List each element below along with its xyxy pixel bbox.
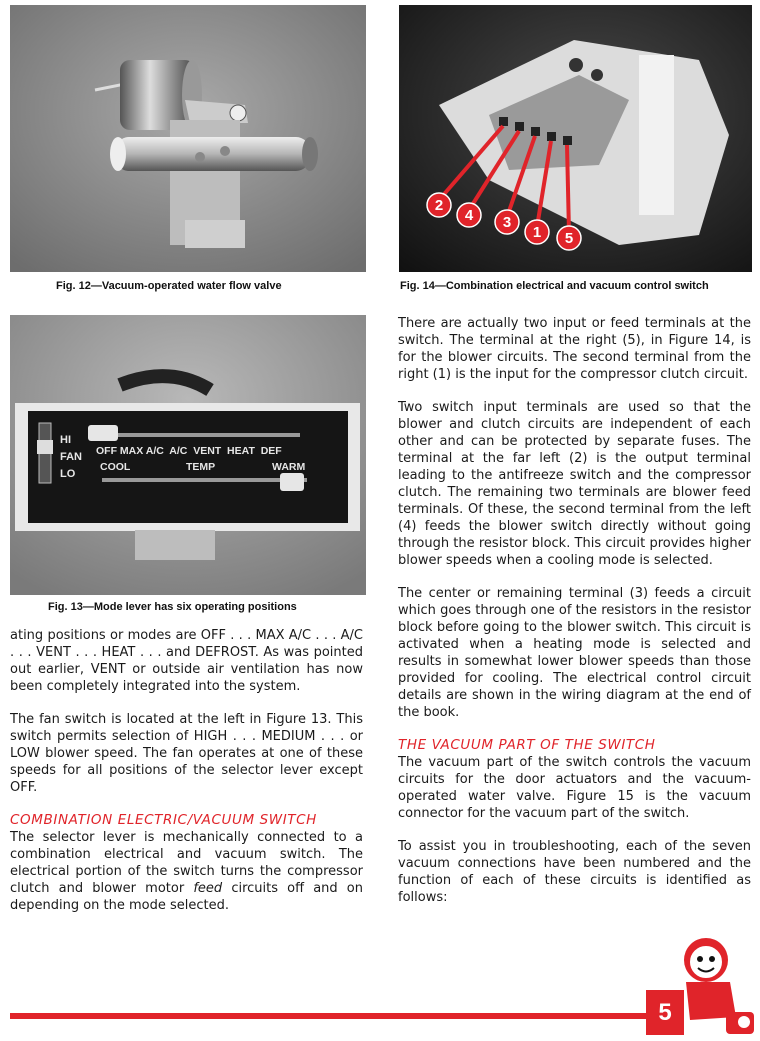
right-column <box>398 315 751 922</box>
panel-label-fan: FAN <box>60 451 82 463</box>
callout-5: 5 <box>564 230 574 247</box>
left-paragraph-2: The fan switch is located at the left in Figure 13. This switch permits selection of HIGH . . . MEDIUM . . . or LOW blower speed. The fan operates at one of these speeds for all positions of the selector lever except OFF. <box>10 712 363 795</box>
callout-4: 4 <box>464 207 474 224</box>
right-paragraph-3: The center or remaining terminal (3) feeds a circuit which goes through one of the resistors in the resistor block before going to the blower switch. This circuit is activated when a heating mode is selected and results in somewhat lower blower speeds than those provided for cooling. The electrical control circuit details are shown in the wiring diagram at the end of the book. <box>398 586 751 720</box>
heading-vacuum-part: THE VACUUM PART OF THE SWITCH <box>398 737 656 753</box>
footer-rule <box>10 1013 646 1019</box>
panel-label-temp: TEMP <box>186 461 216 473</box>
panel-label-cool: COOL <box>100 461 131 473</box>
fig12-caption: Fig. 12—Vacuum-operated water flow valve <box>56 280 282 292</box>
control-switch-illustration <box>399 5 752 272</box>
right-paragraph-1: There are actually two input or feed terminals at the switch. The terminal at the right (5), in Figure 14, is for the blower circuits. The second terminal from the right (1) is the input for the compressor clutch circuit. <box>398 316 751 382</box>
fig14-caption: Fig. 14—Combination electrical and vacuum control switch <box>400 280 709 292</box>
right-paragraph-4: The vacuum part of the switch controls the vacuum circuits for the door actuators and the vacuum-operated water valve. Figure 15 is the vacuum connector for the vacuum part of the switch. <box>398 755 751 821</box>
fig13-caption: Fig. 13—Mode lever has six operating positions <box>48 601 297 613</box>
emphasis-feed: feed <box>193 881 223 896</box>
right-paragraph-5: To assist you in troubleshooting, each of the seven vacuum connections have been numbered and the function of each of these circuits is identified as follows: <box>398 839 751 905</box>
water-valve-illustration <box>10 5 366 272</box>
fig12-photo <box>10 5 366 272</box>
fig14-photo <box>399 5 752 272</box>
right-paragraph-2: Two switch input terminals are used so that the blower and clutch circuits are independent of each other and can be protected by separate fuses. The terminal at the far left (2) is the output terminal leading to the antifreeze switch and the compressor clutch. The remaining two terminals are blower feed terminals. Of these, the second terminal from the left (4) feeds the blower switch directly without going through the resistor block. This circuit provides higher blower speeds when a cooling mode is selected. <box>398 400 751 568</box>
left-paragraph-3: The selector lever is mechanically connected to a combination electrical and vacuum switch. The electrical portion of the switch turns the compressor clutch and blower motor feed circuits off and on depending on the mode selected. <box>10 830 364 913</box>
page-number: 5 <box>646 990 684 1035</box>
heading-combination-switch: COMBINATION ELECTRIC/VACUUM SWITCH <box>10 812 317 828</box>
left-paragraph-1: ating positions or modes are OFF . . . MAX A/C . . . A/C . . . VENT . . . HEAT . . . and DEFROST. As was pointed out earlier, VENT or outside air ventilation has now been completely integrated into the system. <box>10 628 363 694</box>
control-panel-illustration <box>10 315 366 595</box>
panel-label-hi: HI <box>60 434 71 446</box>
callout-3: 3 <box>502 214 512 231</box>
callout-2: 2 <box>434 197 444 214</box>
panel-label-modes: OFF MAX A/C A/C VENT HEAT DEF <box>96 445 282 457</box>
panel-label-warm: WARM <box>272 461 306 473</box>
fig13-photo <box>10 315 366 595</box>
panel-label-lo: LO <box>60 468 76 480</box>
left-column <box>10 627 363 930</box>
callout-1: 1 <box>532 224 542 241</box>
